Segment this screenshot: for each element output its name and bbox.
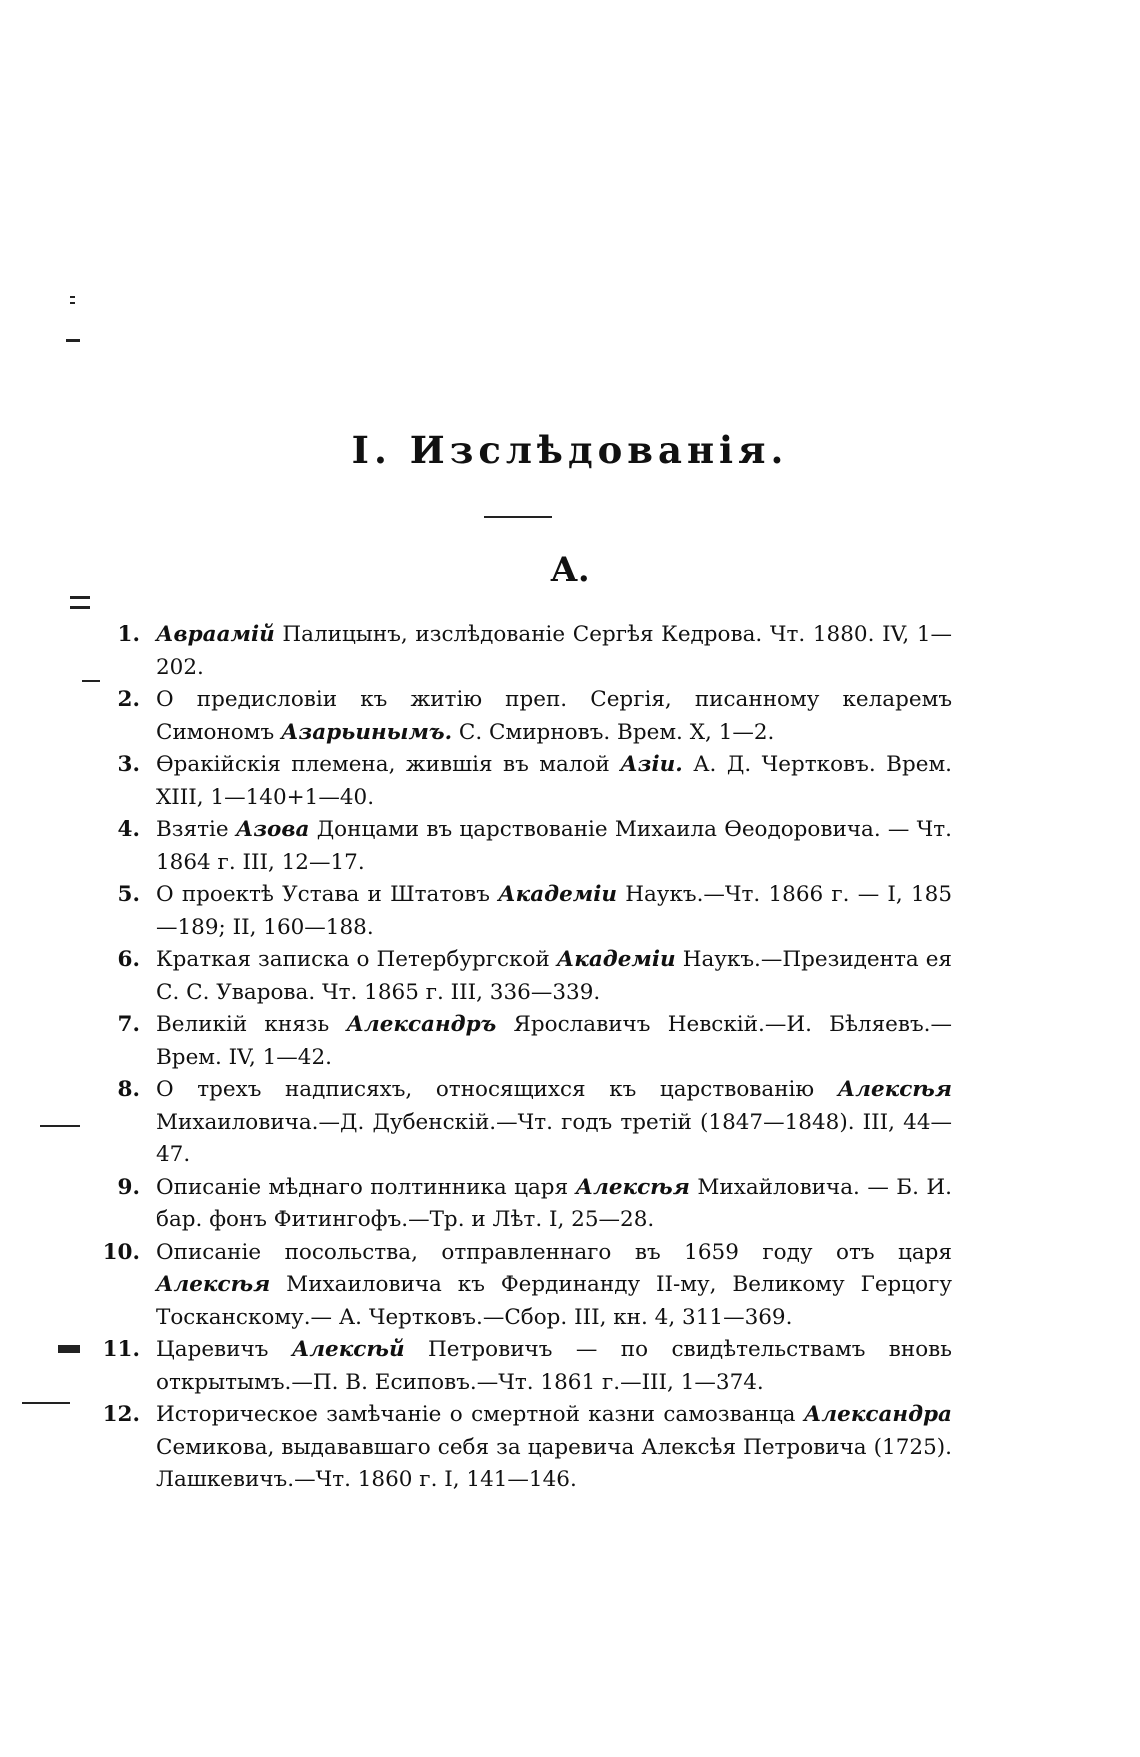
title-divider (484, 516, 552, 518)
list-item (100, 1334, 952, 1399)
entry-text: О трехъ надписяхъ, относящихся къ царствованію Алексѣя Михаиловича.—Д. Дубенскій.—Чт. годъ третій (1847—1848). III, 44—47. (156, 1077, 952, 1167)
entry-number: 7. (117, 1012, 140, 1037)
entry-keyword: Алексѣя (575, 1174, 690, 1200)
entry-keyword: Академіи (556, 947, 676, 972)
entry-number: 10. (102, 1239, 140, 1265)
entry-keyword: Азіи. (620, 752, 683, 777)
entry-keyword: Алексѣя (837, 1077, 952, 1102)
list-item (100, 684, 952, 749)
entry-keyword: Александра (803, 1402, 952, 1427)
entry-keyword: Азова (235, 817, 310, 842)
entry-text: Историческое замѣчаніе о смертной казни самозванца Александра Семикова, выдававшаго себя за царевича Алексѣя Петровича (1725). Лашкевичъ.—Чт. 1860 г. I, 141—146. (156, 1402, 952, 1492)
entry-number: 3. (117, 752, 140, 777)
entry-number: 6. (117, 947, 140, 972)
list-item (100, 1172, 952, 1237)
entry-text: Краткая записка о Петербургской Академіи Наукъ.—Президента ея С. С. Уварова. Чт. 1865 г. III, 336—339. (156, 947, 952, 1005)
entry-text: Описаніе мѣднаго полтинника царя Алексѣя Михайловича. — Б. И. бар. фонъ Фитингофъ.—Тр. и Лѣт. I, 25—28. (156, 1174, 952, 1232)
entry-text: О проектѣ Устава и Штатовъ Академіи Наукъ.—Чт. 1866 г. — I, 185—189; II, 160—188. (156, 882, 953, 940)
list-item (100, 619, 952, 684)
list-item (100, 1009, 952, 1074)
entry-text: Царевичъ Алексѣй Петровичъ — по свидѣтельствамъ вновь открытымъ.—П. В. Есиповъ.—Чт. 1861 г.—III, 1—374. (156, 1337, 952, 1395)
scan-mark (22, 1402, 70, 1404)
scan-mark (82, 680, 100, 682)
entry-number: 11. (102, 1337, 140, 1362)
list-item (100, 1399, 952, 1497)
list-item (100, 749, 952, 814)
scan-mark (70, 606, 90, 609)
entry-number: 12. (102, 1402, 140, 1427)
list-item (100, 814, 952, 879)
entry-keyword: Алексѣя (156, 1272, 271, 1297)
entry-keyword: Азарьинымъ. (280, 719, 453, 745)
entry-keyword: Александръ (346, 1012, 497, 1037)
entry-text: Ѳракійскія племена, жившія въ малой Азіи. А. Д. Чертковъ. Врем. XIII, 1—140+1—40. (156, 752, 953, 810)
entry-text: Описаніе посольства, отправленнаго въ 1659 году отъ царя Алексѣя Михаиловича къ Фердинанду II-му, Великому Герцогу Тосканскому.— А. Чертковъ.—Сбор. III, кн. 4, 311—369. (156, 1239, 952, 1330)
entry-number: 8. (117, 1077, 140, 1102)
entry-text: Взятіе Азова Донцами въ царствованіе Михаила Ѳеодоровича. — Чт. 1864 г. III, 12—17. (156, 817, 952, 875)
scan-mark (58, 1345, 80, 1353)
entry-text: Великій князь Александръ Ярославичъ Невскій.—И. Бѣляевъ.—Врем. IV, 1—42. (156, 1012, 952, 1070)
list-item (100, 879, 952, 944)
entry-keyword: Алексѣй (291, 1337, 405, 1362)
entry-number: 4. (117, 817, 140, 842)
scan-mark (40, 1125, 80, 1127)
entry-text: О предисловіи къ житію преп. Сергія, писанному келаремъ Симономъ Азарьинымъ. С. Смирновъ. Врем. X, 1—2. (156, 687, 952, 745)
section-title: I. Изслѣдованія. (351, 428, 789, 472)
scan-mark (70, 296, 75, 298)
entry-keyword: Авраамій (156, 622, 275, 647)
entry-text: Авраамій Палицынъ, изслѣдованіе Сергѣя Кедрова. Чт. 1880. IV, 1—202. (156, 622, 952, 680)
entry-number: 1. (117, 622, 140, 647)
letter-heading: А. (550, 550, 590, 590)
entry-number: 9. (117, 1174, 140, 1200)
scan-mark (70, 302, 75, 304)
bibliography-list (100, 619, 952, 1497)
list-item (100, 944, 952, 1009)
list-item (100, 1237, 952, 1335)
entry-number: 2. (117, 687, 140, 712)
entry-number: 5. (117, 882, 140, 907)
scan-mark (66, 339, 80, 342)
scan-mark (70, 596, 90, 599)
entry-keyword: Академіи (498, 882, 618, 907)
list-item (100, 1074, 952, 1172)
